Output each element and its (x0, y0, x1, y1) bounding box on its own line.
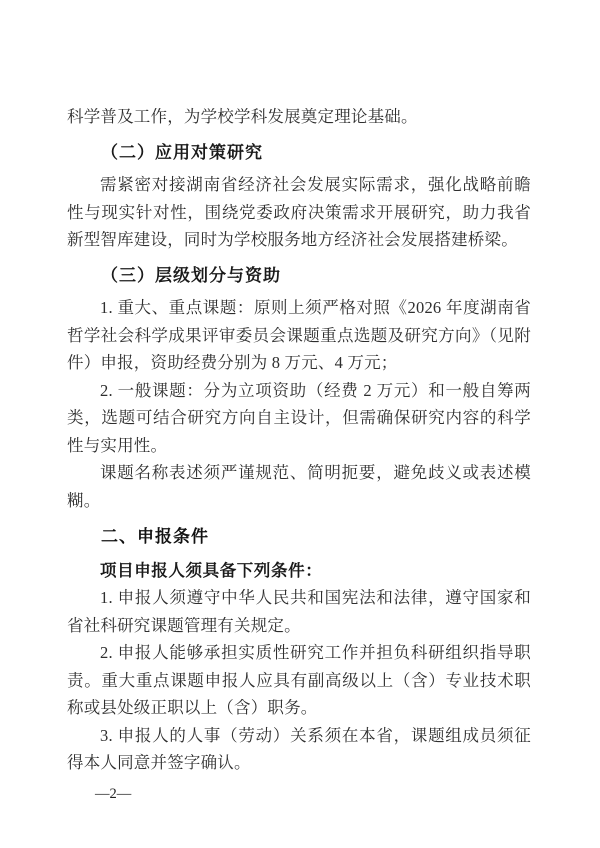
document-content (67, 103, 531, 777)
section-heading-application-conditions: 二、申报条件 (101, 527, 209, 546)
subsection-heading-tiers-funding: （三）层级划分与资助 (101, 265, 281, 285)
paragraph-condition-1: 1. 申报人须遵守中华人民共和国宪法和法律，遵守国家和省社科研究课题管理有关规定。 (67, 588, 531, 635)
paragraph-condition-3: 3. 申报人的人事（劳动）关系须在本省，课题组成员须征得本人同意并签字确认。 (67, 725, 531, 772)
paragraph-title-requirements: 课题名称表述须严谨规范、简明扼要，避免歧义或表述模糊。 (67, 463, 531, 510)
page-number: —2— (95, 786, 132, 802)
paragraph-major-key-projects: 1. 重大、重点课题：原则上须严格对照《2026 年度湖南省哲学社会科学成果评审委员会课题重点选题及研究方向》（见附件）申报，资助经费分别为 8 万元、4 万元； (67, 298, 531, 372)
paragraph-continuation: 科学普及工作，为学校学科发展奠定理论基础。 (67, 107, 418, 126)
paragraph-applied-research: 需紧密对接湖南省经济社会发展实际需求，强化战略前瞻性与现实针对性，围绕党委政府决策需求开展研究，助力我省新型智库建设，同时为学校服务地方经济社会发展搭建桥梁。 (67, 175, 531, 249)
paragraph-condition-2: 2. 申报人能够承担实质性研究工作并担负科研组织指导职责。重大重点课题申报人应具有副高级以上（含）专业技术职称或县处级正职以上（含）职务。 (67, 643, 531, 717)
paragraph-general-projects: 2. 一般课题：分为立项资助（经费 2 万元）和一般自筹两类，选题可结合研究方向自主设计，但需确保研究内容的科学性与实用性。 (67, 380, 531, 455)
paragraph-conditions-leadin: 项目申报人须具备下列条件： (100, 560, 323, 580)
subsection-heading-applied-research: （二）应用对策研究 (101, 142, 263, 162)
